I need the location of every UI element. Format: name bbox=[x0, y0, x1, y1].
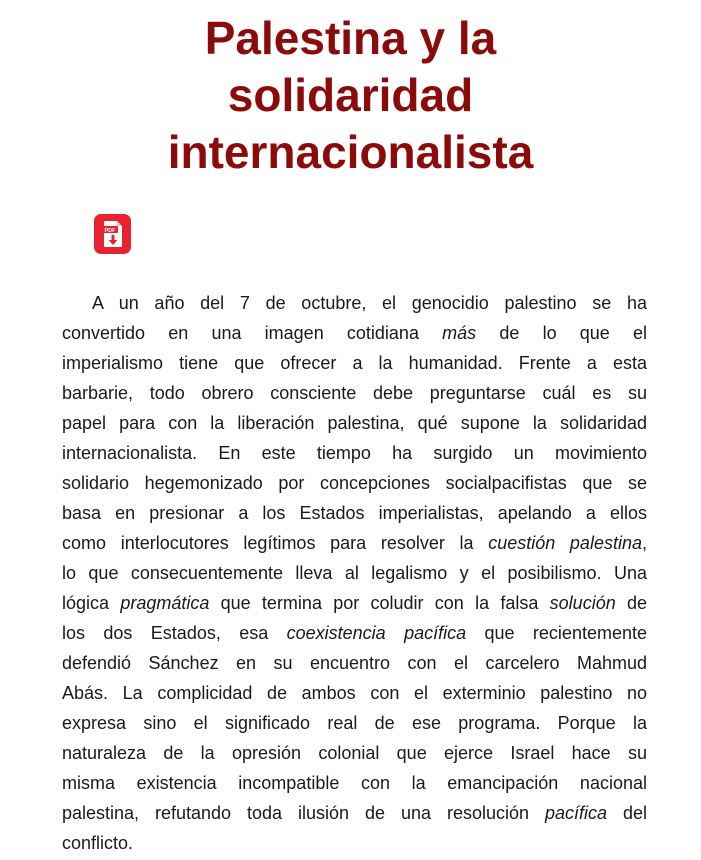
text-run: de lo que el bbox=[476, 323, 648, 343]
article-line bbox=[62, 438, 647, 468]
text-run: lógica bbox=[62, 593, 121, 613]
text-run: expresa sino el significado real de ese programa. Porque la bbox=[62, 713, 647, 733]
text-run: los dos Estados, esa bbox=[62, 623, 287, 643]
text-run: palestina, refutando toda ilusión de una resolución bbox=[62, 803, 545, 823]
pdf-download-icon bbox=[94, 214, 131, 254]
article-line bbox=[62, 618, 647, 648]
article-line bbox=[62, 828, 647, 858]
article-line bbox=[62, 468, 647, 498]
text-run: solidario hegemonizado por concepciones socialpacifistas que se bbox=[62, 473, 647, 493]
title-line: Palestina y la bbox=[204, 12, 497, 64]
title-line: internacionalista bbox=[167, 126, 534, 178]
article-line bbox=[62, 288, 647, 318]
text-run: convertido en una imagen cotidiana bbox=[62, 323, 443, 343]
text-run: defendió Sánchez en su encuentro con el carcelero Mahmud bbox=[62, 653, 647, 673]
text-run: Abás. La complicidad de ambos con el exterminio palestino no bbox=[62, 683, 647, 703]
text-run: misma existencia incompatible con la emancipación nacional bbox=[62, 773, 647, 793]
article-line bbox=[62, 558, 647, 588]
emphasized-text: pacífica bbox=[544, 803, 608, 823]
article-line bbox=[62, 738, 647, 768]
text-run: basa en presionar a los Estados imperialistas, apelando a ellos bbox=[62, 503, 647, 523]
text-run: que recientemente bbox=[466, 623, 647, 643]
title-line: solidaridad bbox=[227, 69, 474, 121]
article-line bbox=[62, 498, 647, 528]
text-run: conflicto. bbox=[62, 833, 134, 853]
text-run: barbarie, todo obrero consciente debe preguntarse cuál es su bbox=[62, 383, 647, 403]
article-body bbox=[62, 288, 647, 858]
pdf-badge-text: PDF bbox=[104, 227, 116, 234]
emphasized-text: pragmática bbox=[120, 593, 210, 613]
page-title bbox=[0, 10, 701, 181]
text-run: imperialismo tiene que ofrecer a la humanidad. Frente a esta bbox=[62, 353, 647, 373]
article-line bbox=[62, 378, 647, 408]
emphasized-text: más bbox=[442, 323, 477, 343]
text-run: de bbox=[615, 593, 648, 613]
article-line bbox=[62, 798, 647, 828]
pdf-download-link[interactable] bbox=[94, 214, 131, 254]
article-line bbox=[62, 768, 647, 798]
text-run: A un año del 7 de octubre, el genocidio palestino se ha bbox=[92, 293, 647, 313]
article-line bbox=[62, 528, 647, 558]
article-line bbox=[62, 678, 647, 708]
text-run: que termina por coludir con la falsa bbox=[209, 593, 550, 613]
text-run: del bbox=[607, 803, 647, 823]
article-line bbox=[62, 648, 647, 678]
article-line bbox=[62, 348, 647, 378]
article-line bbox=[62, 588, 647, 618]
text-run: papel para con la liberación palestina, qué supone la solidaridad bbox=[62, 413, 647, 433]
emphasized-text: coexistencia pacífica bbox=[286, 623, 467, 643]
text-run: internacionalista. En este tiempo ha surgido un movimiento bbox=[62, 443, 647, 463]
text-run: , bbox=[641, 533, 647, 553]
article-line bbox=[62, 708, 647, 738]
article-line bbox=[62, 318, 647, 348]
article-line bbox=[62, 408, 647, 438]
text-run: naturaleza de la opresión colonial que ejerce Israel hace su bbox=[62, 743, 647, 763]
emphasized-text: solución bbox=[549, 593, 616, 613]
text-run: lo que consecuentemente lleva al legalismo y el posibilismo. Una bbox=[62, 563, 647, 583]
emphasized-text: cuestión palestina bbox=[488, 533, 642, 553]
text-run: como interlocutores legítimos para resolver la bbox=[62, 533, 489, 553]
